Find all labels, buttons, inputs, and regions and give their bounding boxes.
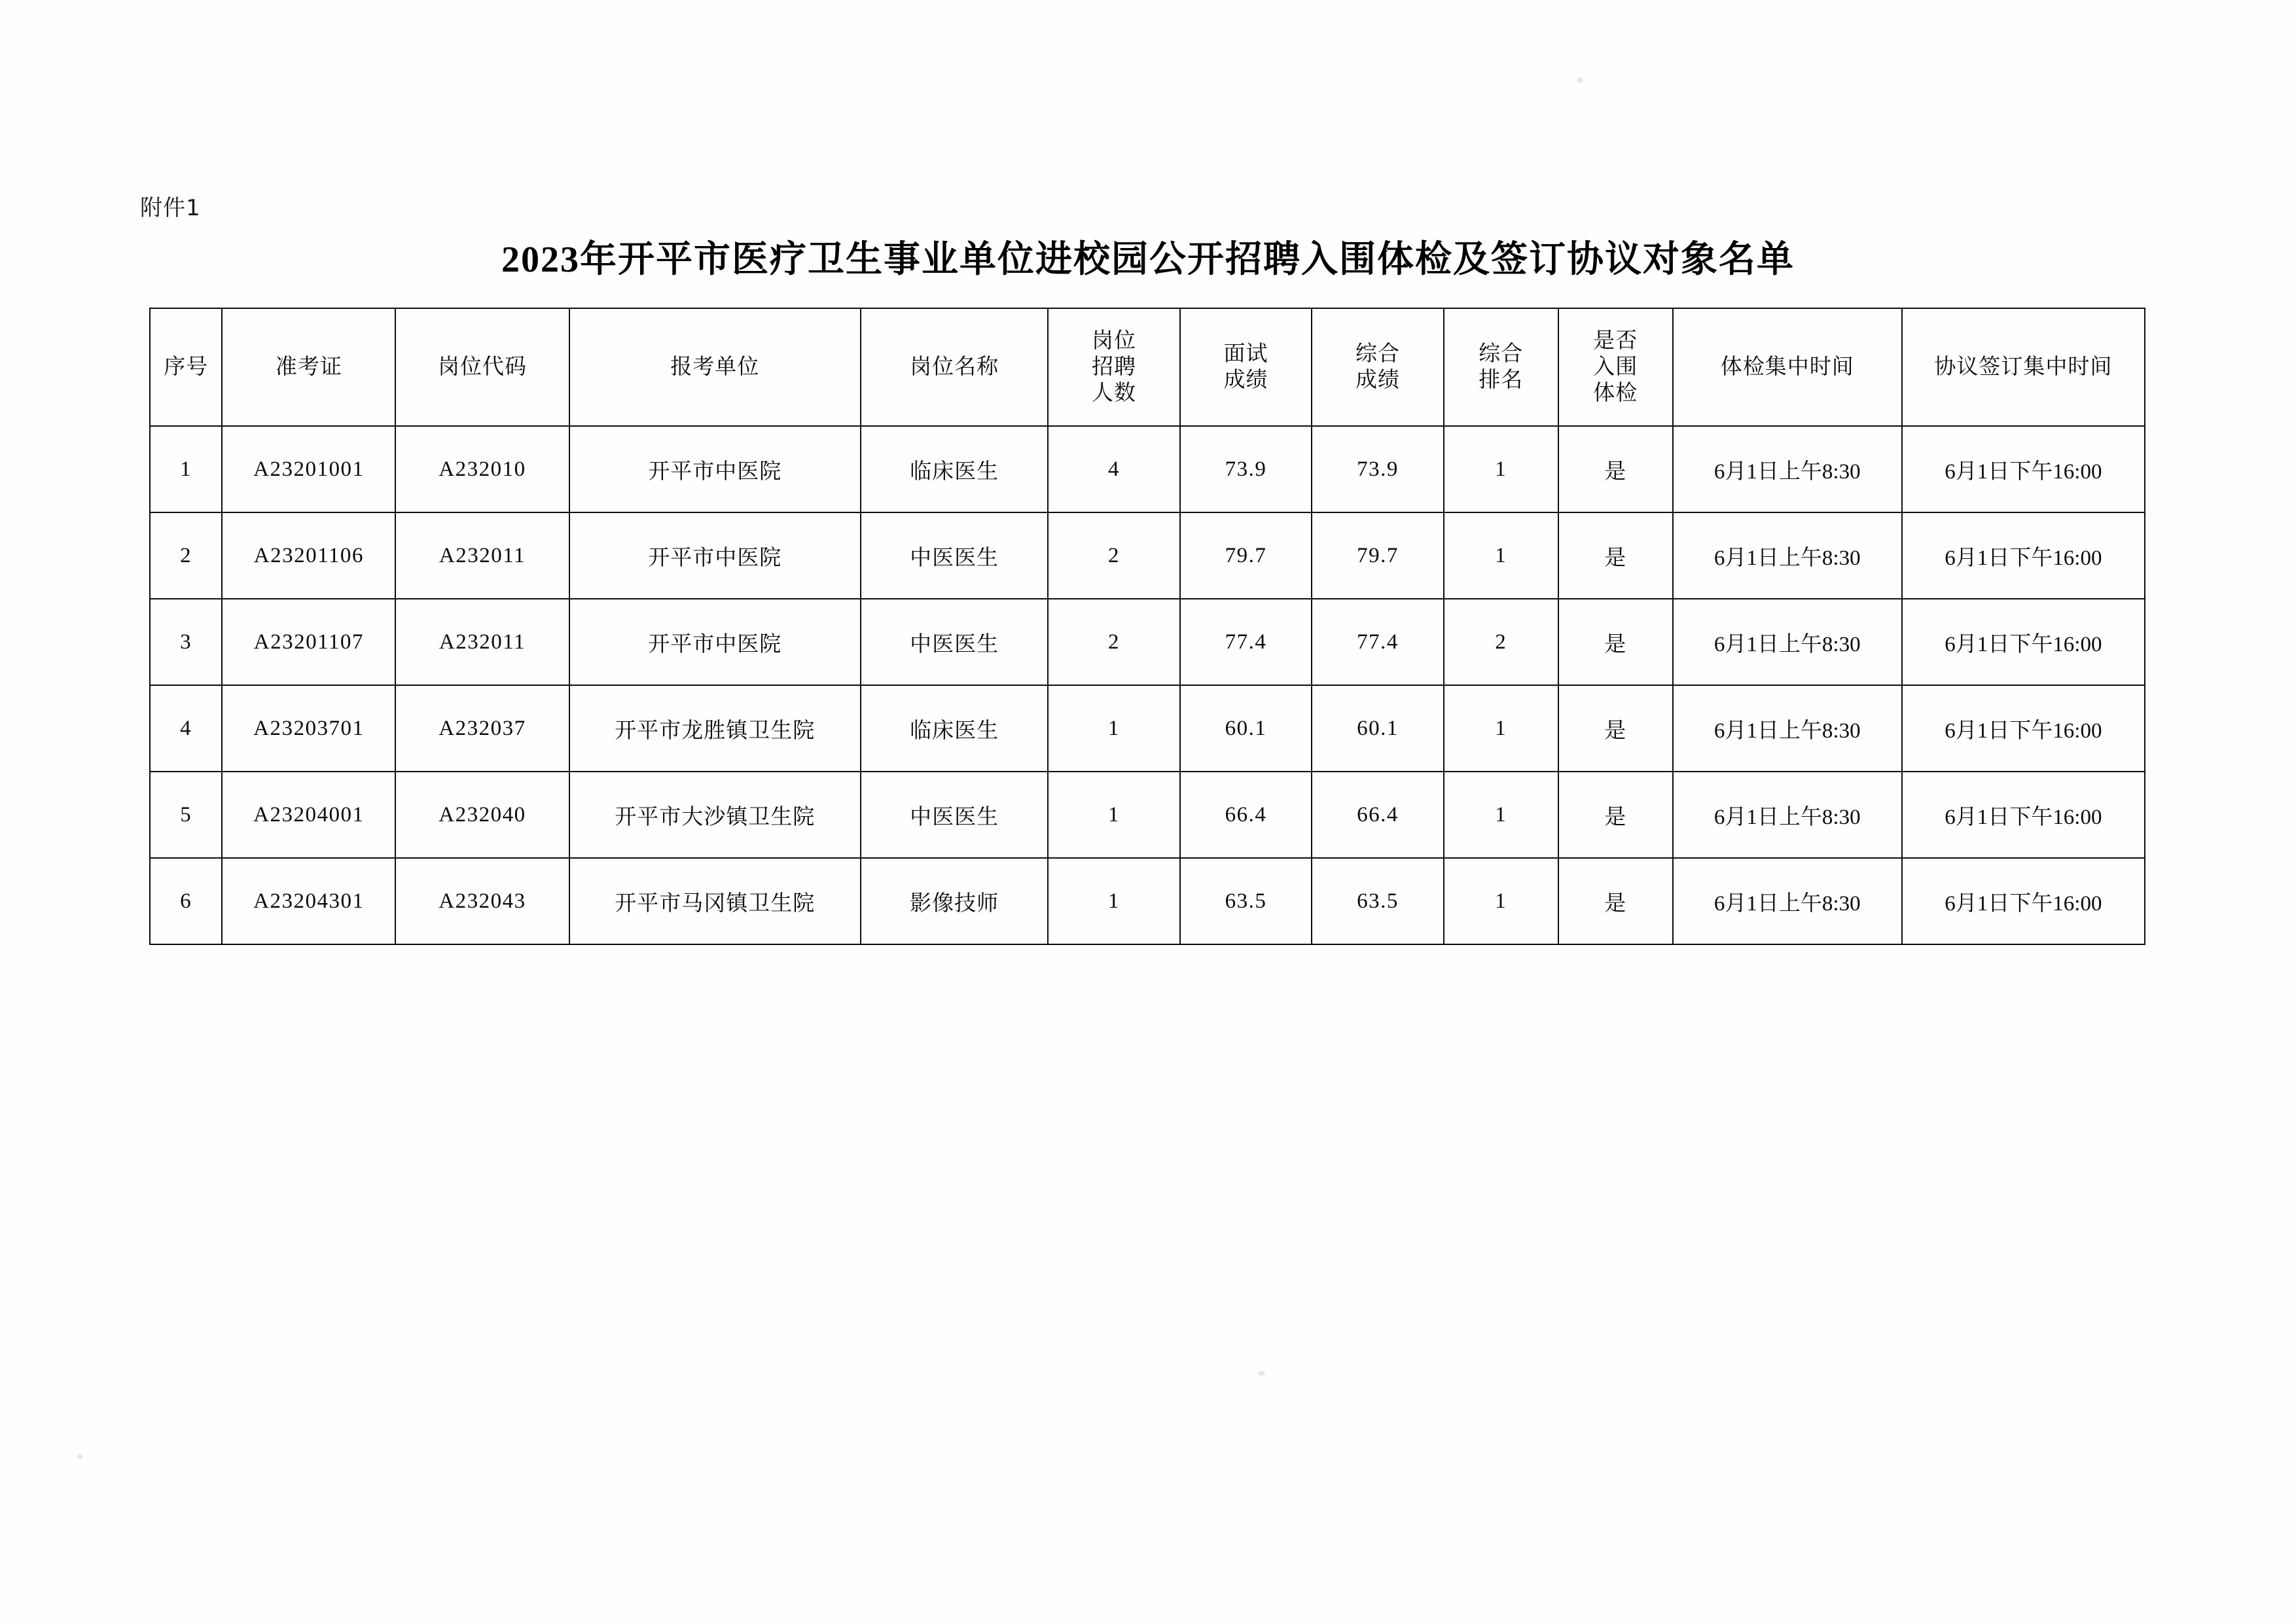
header-line: 报考单位 xyxy=(670,355,760,379)
column-header-admission-ticket xyxy=(222,308,395,426)
header-line: 成绩 xyxy=(1223,368,1268,392)
cell-admission-ticket: A23201107 xyxy=(222,599,395,685)
cell-composite-score: 77.4 xyxy=(1312,599,1444,685)
table-row xyxy=(150,685,2145,772)
cell-hire-count: 2 xyxy=(1048,599,1180,685)
column-header-sign-time xyxy=(1902,308,2145,426)
header-line: 序号 xyxy=(164,355,209,379)
cell-index: 6 xyxy=(150,858,222,944)
cell-exam-time: 6月1日上午8:30 xyxy=(1673,426,1902,512)
cell-composite-score: 73.9 xyxy=(1312,426,1444,512)
cell-position-code: A232011 xyxy=(395,599,569,685)
cell-interview-score: 60.1 xyxy=(1180,685,1312,772)
column-header-hire-count xyxy=(1048,308,1180,426)
cell-interview-score: 63.5 xyxy=(1180,858,1312,944)
column-header-position-name xyxy=(861,308,1048,426)
cell-unit: 开平市中医院 xyxy=(569,512,861,599)
column-header-physical-exam xyxy=(1558,308,1673,426)
cell-hire-count: 1 xyxy=(1048,772,1180,858)
cell-position-name: 临床医生 xyxy=(861,426,1048,512)
header-line: 协议签订集中时间 xyxy=(1934,355,2113,379)
header-line: 面试 xyxy=(1223,342,1268,366)
column-header-unit xyxy=(569,308,861,426)
cell-composite-rank: 1 xyxy=(1444,512,1558,599)
cell-hire-count: 4 xyxy=(1048,426,1180,512)
cell-position-code: A232043 xyxy=(395,858,569,944)
cell-exam-time: 6月1日上午8:30 xyxy=(1673,858,1902,944)
header-line: 成绩 xyxy=(1355,368,1401,392)
header-line: 体检集中时间 xyxy=(1720,355,1854,379)
cell-physical-exam: 是 xyxy=(1558,512,1673,599)
header-line: 是否 xyxy=(1593,329,1638,353)
header-line: 入围 xyxy=(1593,355,1638,379)
column-header-position-code xyxy=(395,308,569,426)
header-line: 综合 xyxy=(1355,342,1401,366)
cell-position-name: 影像技师 xyxy=(861,858,1048,944)
header-line: 招聘 xyxy=(1092,355,1137,379)
cell-physical-exam: 是 xyxy=(1558,426,1673,512)
header-line: 综合 xyxy=(1479,342,1524,366)
cell-physical-exam: 是 xyxy=(1558,858,1673,944)
cell-composite-rank: 1 xyxy=(1444,426,1558,512)
cell-unit: 开平市中医院 xyxy=(569,599,861,685)
roster-table xyxy=(149,308,2145,945)
attachment-label: 附件1 xyxy=(140,195,201,221)
table-row xyxy=(150,426,2145,512)
header-line: 人数 xyxy=(1092,382,1137,406)
cell-hire-count: 1 xyxy=(1048,858,1180,944)
cell-index: 3 xyxy=(150,599,222,685)
cell-physical-exam: 是 xyxy=(1558,772,1673,858)
cell-exam-time: 6月1日上午8:30 xyxy=(1673,599,1902,685)
cell-exam-time: 6月1日上午8:30 xyxy=(1673,772,1902,858)
cell-index: 4 xyxy=(150,685,222,772)
cell-unit: 开平市大沙镇卫生院 xyxy=(569,772,861,858)
cell-admission-ticket: A23201001 xyxy=(222,426,395,512)
cell-index: 1 xyxy=(150,426,222,512)
column-header-exam-time xyxy=(1673,308,1902,426)
cell-physical-exam: 是 xyxy=(1558,685,1673,772)
cell-position-name: 中医医生 xyxy=(861,772,1048,858)
cell-interview-score: 77.4 xyxy=(1180,599,1312,685)
column-header-index xyxy=(150,308,222,426)
cell-index: 5 xyxy=(150,772,222,858)
cell-hire-count: 2 xyxy=(1048,512,1180,599)
header-line: 岗位代码 xyxy=(437,355,527,379)
cell-sign-time: 6月1日下午16:00 xyxy=(1902,512,2145,599)
cell-unit: 开平市龙胜镇卫生院 xyxy=(569,685,861,772)
table-row xyxy=(150,858,2145,944)
cell-sign-time: 6月1日下午16:00 xyxy=(1902,599,2145,685)
cell-position-name: 中医医生 xyxy=(861,512,1048,599)
cell-position-code: A232040 xyxy=(395,772,569,858)
header-line: 准考证 xyxy=(275,355,342,379)
cell-admission-ticket: A23203701 xyxy=(222,685,395,772)
cell-sign-time: 6月1日下午16:00 xyxy=(1902,426,2145,512)
cell-position-name: 中医医生 xyxy=(861,599,1048,685)
scan-speck xyxy=(1258,1371,1265,1376)
cell-admission-ticket: A23201106 xyxy=(222,512,395,599)
cell-hire-count: 1 xyxy=(1048,685,1180,772)
header-line: 岗位名称 xyxy=(910,355,999,379)
scan-speck xyxy=(1577,77,1583,83)
table-body xyxy=(150,426,2145,944)
scan-speck xyxy=(77,1454,82,1459)
cell-composite-score: 79.7 xyxy=(1312,512,1444,599)
cell-position-name: 临床医生 xyxy=(861,685,1048,772)
cell-physical-exam: 是 xyxy=(1558,599,1673,685)
page-title: 2023年开平市医疗卫生事业单位进校园公开招聘入围体检及签订协议对象名单 xyxy=(501,240,1795,280)
table-row xyxy=(150,512,2145,599)
cell-unit: 开平市中医院 xyxy=(569,426,861,512)
cell-sign-time: 6月1日下午16:00 xyxy=(1902,772,2145,858)
cell-interview-score: 73.9 xyxy=(1180,426,1312,512)
header-line: 排名 xyxy=(1479,368,1524,392)
cell-composite-rank: 1 xyxy=(1444,685,1558,772)
column-header-interview-score xyxy=(1180,308,1312,426)
cell-exam-time: 6月1日上午8:30 xyxy=(1673,685,1902,772)
table-row xyxy=(150,772,2145,858)
column-header-composite-rank xyxy=(1444,308,1558,426)
cell-position-code: A232037 xyxy=(395,685,569,772)
cell-composite-rank: 1 xyxy=(1444,772,1558,858)
cell-interview-score: 66.4 xyxy=(1180,772,1312,858)
table-row xyxy=(150,599,2145,685)
cell-composite-score: 63.5 xyxy=(1312,858,1444,944)
cell-interview-score: 79.7 xyxy=(1180,512,1312,599)
cell-composite-score: 60.1 xyxy=(1312,685,1444,772)
cell-index: 2 xyxy=(150,512,222,599)
table-header-row xyxy=(150,308,2145,426)
cell-admission-ticket: A23204001 xyxy=(222,772,395,858)
cell-admission-ticket: A23204301 xyxy=(222,858,395,944)
cell-composite-score: 66.4 xyxy=(1312,772,1444,858)
cell-position-code: A232011 xyxy=(395,512,569,599)
column-header-composite-score xyxy=(1312,308,1444,426)
cell-sign-time: 6月1日下午16:00 xyxy=(1902,858,2145,944)
header-line: 体检 xyxy=(1593,382,1638,406)
cell-sign-time: 6月1日下午16:00 xyxy=(1902,685,2145,772)
cell-composite-rank: 1 xyxy=(1444,858,1558,944)
table-header xyxy=(150,308,2145,426)
cell-composite-rank: 2 xyxy=(1444,599,1558,685)
cell-position-code: A232010 xyxy=(395,426,569,512)
cell-unit: 开平市马冈镇卫生院 xyxy=(569,858,861,944)
header-line: 岗位 xyxy=(1092,329,1137,353)
cell-exam-time: 6月1日上午8:30 xyxy=(1673,512,1902,599)
roster-table-container xyxy=(149,308,2145,945)
